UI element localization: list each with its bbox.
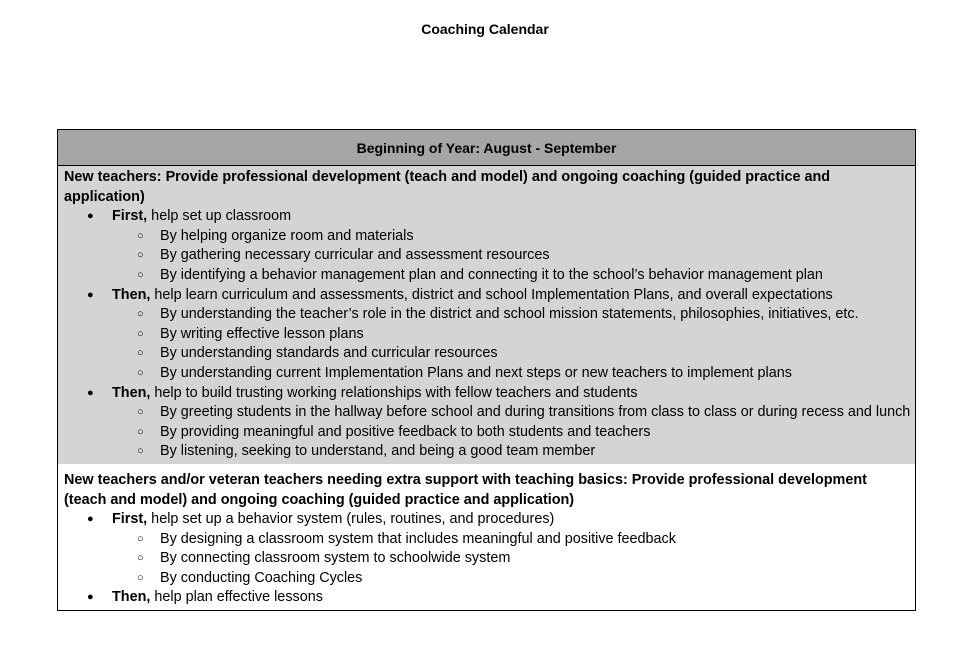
sub-bullet-item: ○ By designing a classroom system that includes meaningful and positive feedback [112,530,911,550]
extra-support-block [58,464,915,610]
sub-bullet-list [112,530,911,589]
sub-bullet-item: ○ By listening, seeking to understand, and being a good team member [112,442,911,462]
bullet-text: help to build trusting working relationships with fellow teachers and students [150,384,638,401]
sub-bullet-item: ○ By connecting classroom system to schoolwide system [112,549,911,569]
bullet-lead: Then, [112,286,151,303]
block-heading: New teachers: Provide professional development (teach and model) and ongoing coaching (guided practice and application) [64,169,831,205]
bullet-text: help set up classroom [147,208,292,225]
block-heading: New teachers and/or veteran teachers needing extra support with teaching basics: Provide professional development (teach and model) and ongoing coaching (guided practice and application) [64,471,867,508]
bullet-lead: First, [112,208,148,225]
bullet-item [64,384,911,462]
bullet-lead: Then, [112,384,151,401]
sub-bullet-list [112,403,911,462]
bullet-item [64,510,911,588]
bullet-list [64,510,911,608]
bullet-item [64,286,911,384]
document-title: Coaching Calendar [421,21,549,37]
sub-bullet-list [112,227,911,286]
calendar-table [57,129,916,611]
sub-bullet-item: ○ By understanding the teacher’s role in the district and school mission statements, philosophies, initiatives, etc. [112,305,911,325]
sub-bullet-item: ○ By understanding current Implementation Plans and next steps or new teachers to implement plans [112,364,911,384]
sub-bullet-list [112,305,911,383]
sub-bullet-item: ○ By providing meaningful and positive feedback to both students and teachers [112,423,911,443]
bullet-item [64,207,911,285]
bullet-lead: First, [112,511,148,528]
sub-bullet-item: ○ By greeting students in the hallway before school and during transitions from class to class or during recess and lunch [112,403,911,423]
sub-bullet-item: ○ By understanding standards and curricular resources [112,344,911,364]
bullet-text: help set up a behavior system (rules, routines, and procedures) [147,511,555,528]
bullet-lead: Then, [112,589,151,606]
sub-bullet-item: ○ By helping organize room and materials [112,227,911,247]
sub-bullet-item: ○ By identifying a behavior management plan and connecting it to the school’s behavior management plan [112,266,911,286]
bullet-text: help plan effective lessons [150,589,323,606]
sub-bullet-item: ○ By gathering necessary curricular and assessment resources [112,246,911,266]
section-header: Beginning of Year: August - September [58,130,915,166]
bullet-text: help learn curriculum and assessments, district and school Implementation Plans, and overall expectations [150,286,833,303]
bullet-item [64,588,911,608]
sub-bullet-item: ○ By writing effective lesson plans [112,325,911,345]
new-teachers-block [58,166,915,464]
sub-bullet-item: ○ By conducting Coaching Cycles [112,569,911,589]
bullet-list [64,207,911,462]
